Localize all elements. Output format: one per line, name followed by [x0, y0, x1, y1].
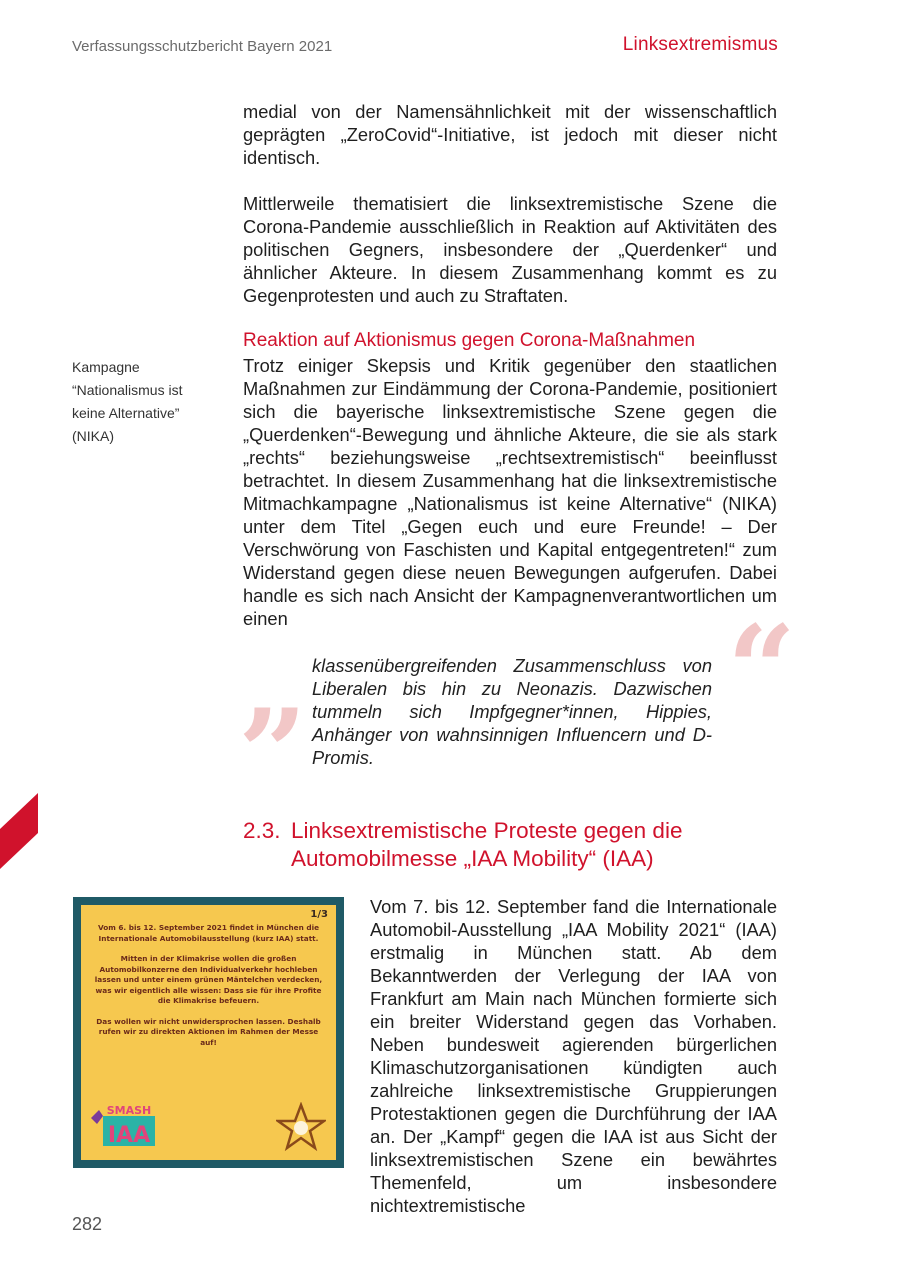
image-text-3: Das wollen wir nicht unwidersprochen lassen. Deshalb rufen wir zu direkten Aktionen im Rahmen der Messe auf!	[96, 1016, 321, 1047]
close-quote-mark: ”	[238, 683, 308, 824]
section-title-line2: Automobilmesse „IAA Mobility“ (IAA)	[291, 846, 654, 871]
paragraph-iaa-munich: Vom 7. bis 12. September fand die Internationale Automobil-Ausstellung „IAA Mobility 2021“ (IAA) erstmalig in München statt. Ab dem Bekanntwerden der Verlegung der IAA von Frankfurt am Main nach München formierte sich ein breiter Widerstand gegen das Vorhaben. Neben bundesweit agierenden bürgerlichen Klimaschutzorganisationen kündigten auch zahlreiche linksextremistische Gruppierungen Protestaktionen gegen die Durchführung der IAA an. Der „Kampf“ gegen die IAA ist aus Sicht der linksextremistischen Szene ein bewährtes Themenfeld, um insbesondere nichtextremistische	[370, 896, 777, 1216]
header-report-title: Verfassungsschutzbericht Bayern 2021	[72, 38, 333, 55]
image-text-1: Vom 6. bis 12. September 2021 findet in München die Internationale Automobilausstellung (kurz IAA) statt.	[97, 923, 320, 943]
block-quote: klassenübergreifenden Zusammenschluss von Liberalen bis hin zu Neonazis. Dazwischen tummeln sich Impfgegner*innen, Hippies, Anhänger von wahnsinnigen Influencern und D-Promis.	[312, 655, 712, 768]
header-section-title: Linksextremismus	[622, 34, 778, 55]
section-heading	[243, 817, 803, 873]
margin-note-line: “Nationalismus ist	[72, 382, 183, 398]
smash-iaa-logo	[89, 1100, 159, 1152]
logo-text-smash: SMASH	[106, 1104, 152, 1117]
image-page-indicator: 1/3	[310, 909, 328, 920]
margin-note	[72, 356, 212, 448]
paragraph-zerocovid: medial von der Namensähnlichkeit mit der wissenschaftlich geprägten „ZeroCovid“-Initiative, ist jedoch mit dieser nicht identisch.	[243, 101, 777, 168]
paragraph-nika-campaign: Trotz einiger Skepsis und Kritik gegenüber den staatlichen Maßnahmen zur Eindämmung der Corona-Pandemie, positioniert sich die bayerische linksextremistische Szene gegen die „Querdenken“-Bewegung und ähnliche Akteure, die sie als stark „rechts“ beziehungsweise „rechtsextremistisch“ beeinflusst betrachtet. In diesem Zusammenhang hat die linksextremistische Mitmachkampagne „Nationalismus ist keine Alternative“ (NIKA) unter dem Titel „Gegen euch und eure Freunde! – Der Verschwörung von Faschisten und Kapital entgegentreten!“ zum Widerstand gegen diese neuen Bewegungen aufgerufen. Dabei handle es sich nach Ansicht der Kampagnenverantwortlichen um einen	[243, 355, 777, 629]
red-side-tab	[0, 793, 38, 869]
image-text-block	[91, 923, 326, 1058]
section-number: 2.3.	[243, 818, 281, 843]
paragraph-gegenproteste: Mittlerweile thematisiert die linksextremistische Szene die Corona-Pandemie ausschließlich in Reaktion auf Aktivitäten des politischen Gegners, insbesondere der „Querdenker“ und ähnlicher Akteure. In diesem Zusammenhang kommt es zu Gegenprotesten und auch zu Straftaten.	[243, 193, 777, 306]
margin-note-line: Kampagne	[72, 359, 140, 375]
subheading-reaktion: Reaktion auf Aktionismus gegen Corona-Maßnahmen	[243, 330, 696, 351]
section-title-line1: Linksextremistische Proteste gegen die	[291, 818, 683, 843]
star-emblem-icon	[276, 1102, 326, 1152]
open-quote-mark: “	[727, 599, 797, 740]
margin-note-line: (NIKA)	[72, 428, 114, 444]
margin-note-line: keine Alternative”	[72, 405, 180, 421]
smash-iaa-post-image	[73, 897, 344, 1168]
image-text-2: Mitten in der Klimakrise wollen die großen Automobilkonzerne den Individualverkehr hochleben lassen und unter einem grünen Mäntelchen verdecken, was wir eigentlich alle wissen: Dass sie für ihre Profite die Klimakrise befeuern.	[94, 954, 323, 1005]
image-content	[81, 905, 336, 1160]
logo-text-iaa: IAA	[107, 1123, 151, 1148]
page-number: 282	[72, 1214, 103, 1234]
